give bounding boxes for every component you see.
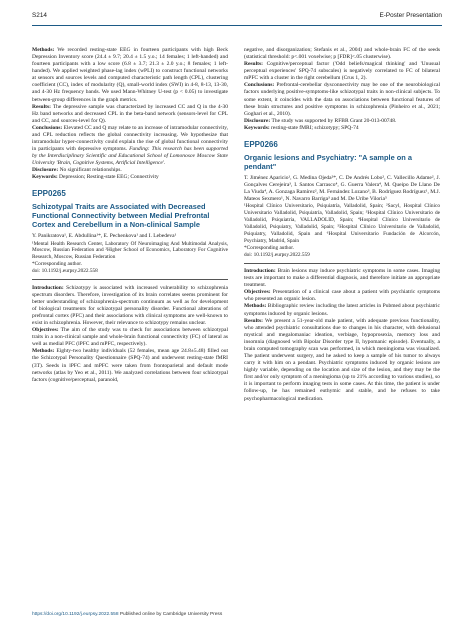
label: Objectives: (244, 289, 271, 296)
paragraph-text: Bibliographic review including the latest articles in Pubmed about psychiatric symptoms induced by organic lesions. (244, 303, 440, 317)
paragraph-disclosure (244, 118, 440, 125)
label: Methods: (32, 47, 55, 53)
page-header (32, 9, 442, 21)
paragraph-objectives (244, 289, 440, 303)
paragraph-results (244, 61, 440, 82)
article-title: Organic lesions and Psychiatry: "A sample on a pendant" (244, 152, 412, 171)
paragraph-disclosure (32, 167, 228, 174)
paragraph-methods (32, 47, 228, 104)
paragraph-introduction (32, 285, 228, 327)
paragraph-objectives (32, 327, 228, 348)
paragraph-text: Schizotypy is associated with increased vulnerability to schizophrenia spectrum disorders. Therefore, investigation of its brain correlates seems prominent for better understanding of schizophrenia-spectrum continuum as well as for development of biological treatments for schizotypal personality disorder. Functional alterations of prefrontal cortex (PFC) and their associations with clinical symptoms are well-known to exist in schizophrenia. However, their relevance to schizotypy remains unclear. (32, 284, 228, 327)
article-affiliations: ¹Hospital Clínico Universitario, Psiquiatría, Valladolid, Spain; ²Sacyl, Hospital Clínico Universitario Valladolid, Psiquiatría, Valladolid, Spain; ³Hospital Clínico Universitario de Valladolid, Psiquiatría, VALLADOLID, Spain; ⁴Hospital Clínico Universitario de Valladolid, Psiquiatry, Valladolid, Spain; ⁵Hospital Clínico Universitario de Valladolid, Psiquiatry, Valladolid, Spain and ⁶Hospital Universitario Fundación de Alcorcón, Psychiatry, Madrid, Spain (244, 203, 440, 244)
label: Introduction: (244, 268, 276, 275)
paragraph-methods-2 (32, 348, 228, 383)
label: Methods: (32, 348, 55, 355)
article-code: EPP0266 (244, 139, 278, 149)
paragraph-text: Prefrontal-cerebellar dysconnectivity may be one of the neurobiological factors underlying positive-symptoms-like schizotypal traits in non-clinical subjects. To some extent, it coincides with the data on associations between functional features of these brain structures and positive symptoms in schizophrenia (Pinheiro et al., 2021; Goghari et al., 2010). (244, 82, 440, 117)
label: Methods: (244, 303, 267, 310)
paragraph-results-2 (244, 318, 440, 403)
divider (244, 263, 440, 264)
label: Results: (244, 61, 263, 68)
corresponding-author: *Corresponding author. (32, 261, 83, 268)
label: Conclusions: (244, 82, 275, 89)
funding-label: Funding: (129, 146, 150, 153)
paragraph-keywords (244, 125, 440, 132)
label: Keywords: (32, 174, 58, 181)
paragraph-text: Presentation of a clinical case about a patient with psychiatric symptoms who presented an organic lesion. (244, 289, 441, 303)
paragraph-text: We present a 51-year-old male patient, with adequate previous functionality, who attended psychiatric consultations due to changes in his character, with delusional mystical and megalomaniac ideation, verbiage, hypoprosexia, memory loss and insomnia (diagnosed with Bipolar Disorder type II, hypomanic episode). Eventually, a brain computed tomography scan was performed, in which meningioma was visualized. The patient underwent surgery, and he asked to keep a sample of his tumor to always carry it with him on a pendant. Psychiatric symptoms induced by organic lesions are highly variable, depending on the location and size of the lesion, and they may be the first and/or only symptom of a meningioma (up to 21% according to various studies), so it is important to perform imaging tests in some cases. At this time, the patient is under follow-up, he has remained euthymic and stable, and he refuses to take psychopharmacological medication. (244, 317, 440, 402)
page-number: S214 (32, 11, 47, 19)
label: Conclusions: (32, 124, 63, 131)
paragraph-introduction (244, 268, 440, 289)
paragraph-text: Brain lesions may induce psychiatric symptoms in some cases. Imaging tests are important to make a differential diagnosis, and therefore initiate an appropriate treatment. (244, 268, 440, 289)
article-title: Schizotypal Traits are Associated with Decreased Functional Connectivity between Medial Prefrontal Cortex and Cerebellum in a Non-clinical Sample (32, 202, 210, 230)
paragraph-text: Depression; Resting-state EEG; Connectivity (59, 174, 159, 181)
footer-text: Published online by Cambridge University Press (119, 612, 223, 617)
doi-link[interactable]: https://doi.org/10.1192/j.eurpsy.2022.558 (32, 612, 119, 617)
article-doi[interactable]: doi: 10.1192/j.eurpsy.2022.559 (244, 251, 310, 258)
paragraph-text: The study was supported by RFBR Grant 20-013-00748. (271, 117, 397, 124)
paragraph-text: The aim of the study was to check for associations between schizotypal traits in a non-clinical sample and whole-brain functional connectivity (FC) of lateral as well as medial PFC (lPFC and mPFC, respectively). (32, 327, 228, 348)
label: Keywords: (244, 124, 270, 131)
paragraph-text: Eighty-two healthy individuals (52 females, mean age 24.8±5.48) filled out the Schizotypal Personality Questionnaire (SPQ-74) and underwent resting-state fMRI (3T). Seeds in lPFC and mPFC were taken from frontoparietal and default mode networks (atlas by Yeo et al., 2011). We analyzed correlations between four schizotypal factors (cognitive/perceptual, paranoid, (32, 348, 229, 383)
left-column (32, 47, 228, 384)
paragraph-conclusions (32, 125, 228, 167)
article-doi[interactable]: doi: 10.1192/j.eurpsy.2022.558 (32, 268, 98, 275)
header-rule (32, 25, 442, 26)
paragraph-text: No significant relationships. (59, 167, 122, 174)
paragraph-results (32, 104, 228, 125)
divider (32, 279, 228, 280)
article-code: EPP0265 (32, 189, 66, 199)
funding-text: This research has been supported by the Interdisciplinary Scientific and Educational School of Lomonosov Moscow State University 'Brain, Cognitive Systems, Artificial Intelligence'. (32, 146, 229, 167)
article-affiliations: ¹Mental Health Research Center, Laboratory Of Neuroimaging And Multimodal Analysis, Moscow, Russian Federation and ²Higher School of Economics, Laboratory For Cognitive Research, Moscow, Russian Federation (32, 240, 228, 261)
label: Objectives: (32, 327, 59, 334)
label: Disclosure: (32, 167, 59, 174)
paragraph-text: negative, and disorganization; Stefanis et al., 2004) and whole-brain FC of the seeds (statistical threshold: p<.001 voxelwise; p [FDR]<.05 clusterwise). (244, 47, 440, 61)
article-authors: T. Jiménez Aparicio¹, G. Medina Ojeda²*, C. De Andrés Lobo², C. Vallecillo Adame², J. Gonçalves Cerejeira³, I. Santos Carrasco⁴, G. Guerra Valera⁴, M. Queipo De Llano De La Viuda⁴, A. Gonzaga Ramírez², M. Fernández Lozano³, B. Rodríguez Rodríguez¹, M.J. Mateos Sexmero¹, N. Navarro Barriga³ and M. De Uribe Viloria⁵ (244, 174, 440, 203)
paragraph-conclusions (244, 82, 440, 117)
right-column (244, 47, 440, 403)
paragraph-text: Cognitive/perceptual factor ('Odd beliefs/magical thinking' and 'Unusual perceptual experiences' SPQ-74 subscales) is negatively correlated to FC of bilateral mPFC with a cluster in the right cerebellum (Crus 1, 2). (244, 61, 441, 82)
label: Results: (244, 317, 263, 324)
paragraph-text: Elevated CC and Q may relate to an increase of intramodular connectivity, and CPL reduction reflects the global connectivity increasing. We hypothesize that intramodular hyper-connectivity could explain the rise of global functional connectivity in participants with depressive symptoms. (32, 124, 228, 153)
paragraph-text: We recorded resting-state EEG in fourteen participants with high Beck Depression Inventory score (24.4 ± 9.7; 20.4 ± 1.5 y.o.; 14 females; 1 left-handed) and fourteen participants with a low score (6.8 ± 3.7; 21.3 ± 2.0 y.o.; 8 females; 1 left-handed). We applied weighted phase-lag index (wPLI) to construct functional networks at sensors and sources levels and computed characteristic path length (CPL), clustering coefficient (CC), index of modularity (Q), small-world index (SWI) in 4-8, 8-13, 13-30, and 4-30 Hz frequency bands. We used Mann-Whitney U-test (p < 0.05) to investigate between-group differences in the graph metrics. (32, 47, 228, 103)
paragraph-continuation (244, 47, 440, 61)
page-footer (32, 612, 222, 617)
label: Disclosure: (244, 117, 271, 124)
paragraph-text: resting-state fMRI; schizotypy; SPQ-74 (271, 124, 359, 131)
article-authors: Y. Panikratova¹, E. Abdullina¹*, E. Pechenkova¹ and I. Lebedeva¹ (32, 233, 177, 240)
label: Introduction: (32, 284, 64, 291)
paragraph-keywords (32, 174, 228, 181)
corresponding-author: *Corresponding author. (244, 244, 295, 251)
paragraph-methods (244, 303, 440, 317)
section-title: E-Poster Presentation (379, 11, 442, 19)
label: Results: (32, 103, 51, 110)
paragraph-text: The depressive sample was characterized by increased CC and Q in the 4-30 Hz band networks and decreased CPL in the beta-band network (sensors-level for CPL and CC, and sources-level for Q). (32, 103, 228, 124)
